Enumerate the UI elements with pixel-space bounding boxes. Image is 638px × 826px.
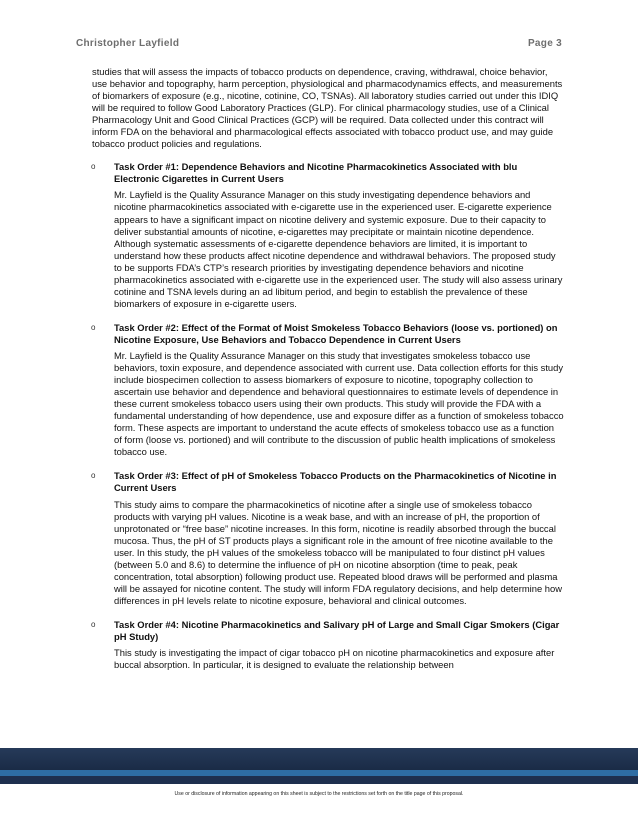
intro-paragraph: studies that will assess the impacts of tobacco products on dependence, craving, withdrawal, choice behavior, use behavior and topography, harm perception, physiological and pharmacodynamics effects, and measurements of biomarkers of exposure (e.g., nicotine, cotinine, CO, TSNAs). All laboratory studies carried out under this IDIQ will be required to follow Good Laboratory Practices (GLP). For clinical pharmacology studies, use of a Clinical Pharmacology Unit and Good Clinical Practices (GCP) will be required. Data collected under this contract will inform FDA on the behavioral and pharmacological effects associated with tobacco product use, and may guide tobacco product policies and regulations. <box>92 66 563 150</box>
task-order-1 <box>92 161 564 310</box>
author-name: Christopher Layfield <box>76 38 180 49</box>
footer-band <box>0 748 638 770</box>
page-number: Page 3 <box>527 38 562 49</box>
page-header <box>76 38 562 52</box>
footer-disclaimer: Use or disclosure of information appearing on this sheet is subject to the restrictions set forth on the title page of this proposal. <box>174 791 464 797</box>
footer-dark-stripe <box>0 776 638 784</box>
bullet-icon: o <box>91 322 96 332</box>
task-body: This study is investigating the impact of cigar tobacco pH on nicotine pharmacokinetics and exposure after buccal absorption. In particular, it is designed to evaluate the relationship between <box>114 647 555 671</box>
task-body: This study aims to compare the pharmacokinetics of nicotine after a single use of smokeless tobacco products with varying pH values. Nicotine is a weak base, and with an increase of pH, the proportion of unprotonated or “free base” nicotine increases. In this form, nicotine is readily absorbed through the buccal mucosa. Thus, the pH of ST products plays a significant role in the amount of free nicotine available to the user. In this study, the pH values of the smokeless tobacco will be manipulated to four distinct pH values (between 5.0 and 8.6) to determine the influence of pH on nicotine absorption (time to peak, peak concentration, total absorption) following product use. Repeated blood draws will be performed and plasma will be assayed for nicotine content. The study will inform FDA regulatory decisions, and help determine how differences in pH levels relate to nicotine exposure, behavioral and clinical outcomes. <box>114 498 562 606</box>
bullet-icon: o <box>91 162 96 172</box>
task-order-2 <box>92 322 564 459</box>
bullet-icon: o <box>91 619 96 629</box>
task-order-4 <box>92 619 564 671</box>
task-title: Task Order #3: Effect of pH of Smokeless Tobacco Products on the Pharmacokinetics of Nicotine in Current Users <box>114 470 557 494</box>
task-body: Mr. Layfield is the Quality Assurance Manager on this study investigating dependence behaviors and nicotine pharmacokinetics associated with e-cigarette use in the experienced user. E-cigarette experience appears to have a significant impact on nicotine delivery and systemic exposure. Due to their capacity to deliver substantial amounts of nicotine, e-cigarettes may precipitate or maintain nicotine dependence. Although systematic assessments of e-cigarette dependence behaviors are limited, it is important to understand how these products affect nicotine dependence and withdrawal behaviors. The proposed study to be supports FDA’s CTP’s research priorities by investigating dependence behaviors and nicotine pharmacokinetics associated with e-cigarette use in the experienced user. The study will also assess urinary cotinine and TSNA levels during an ad libitum period, and begin to establish the prevalence of these biomarkers of exposure in e-cigarette users. <box>114 189 563 309</box>
task-body: Mr. Layfield is the Quality Assurance Manager on this study that investigates smokeless tobacco use behaviors, toxin exposure, and dependence associated with current use. Data collection efforts for this study include biospecimen collection to assess biomarkers of exposure to nicotine, topography collection to ascertain use behavior and dependence and behavioral questionnaires to estimate levels of dependence in these current smokeless tobacco users using their own products. This study will provide the FDA with a fundamental understanding of how dependence, use and exposure differ as a function of smokeless tobacco form. These aspects are important to understand the acute effects of smokeless tobacco use as a function of form (loose vs. portioned) and will contribute to the discussion of public health implications of smokeless tobacco use. <box>114 349 564 458</box>
task-title: Task Order #1: Dependence Behaviors and Nicotine Pharmacokinetics Associated with blu Electronic Cigarettes in Current Users <box>114 161 518 185</box>
bullet-icon: o <box>91 471 96 481</box>
task-order-3 <box>92 470 564 607</box>
document-body <box>92 66 564 683</box>
task-title: Task Order #4: Nicotine Pharmacokinetics and Salivary pH of Large and Small Cigar Smokers (Cigar pH Study) <box>114 618 560 642</box>
task-title: Task Order #2: Effect of the Format of Moist Smokeless Tobacco Behaviors (loose vs. portioned) on Nicotine Exposure, Use Behaviors and Tobacco Dependence in Current Users <box>114 321 558 345</box>
